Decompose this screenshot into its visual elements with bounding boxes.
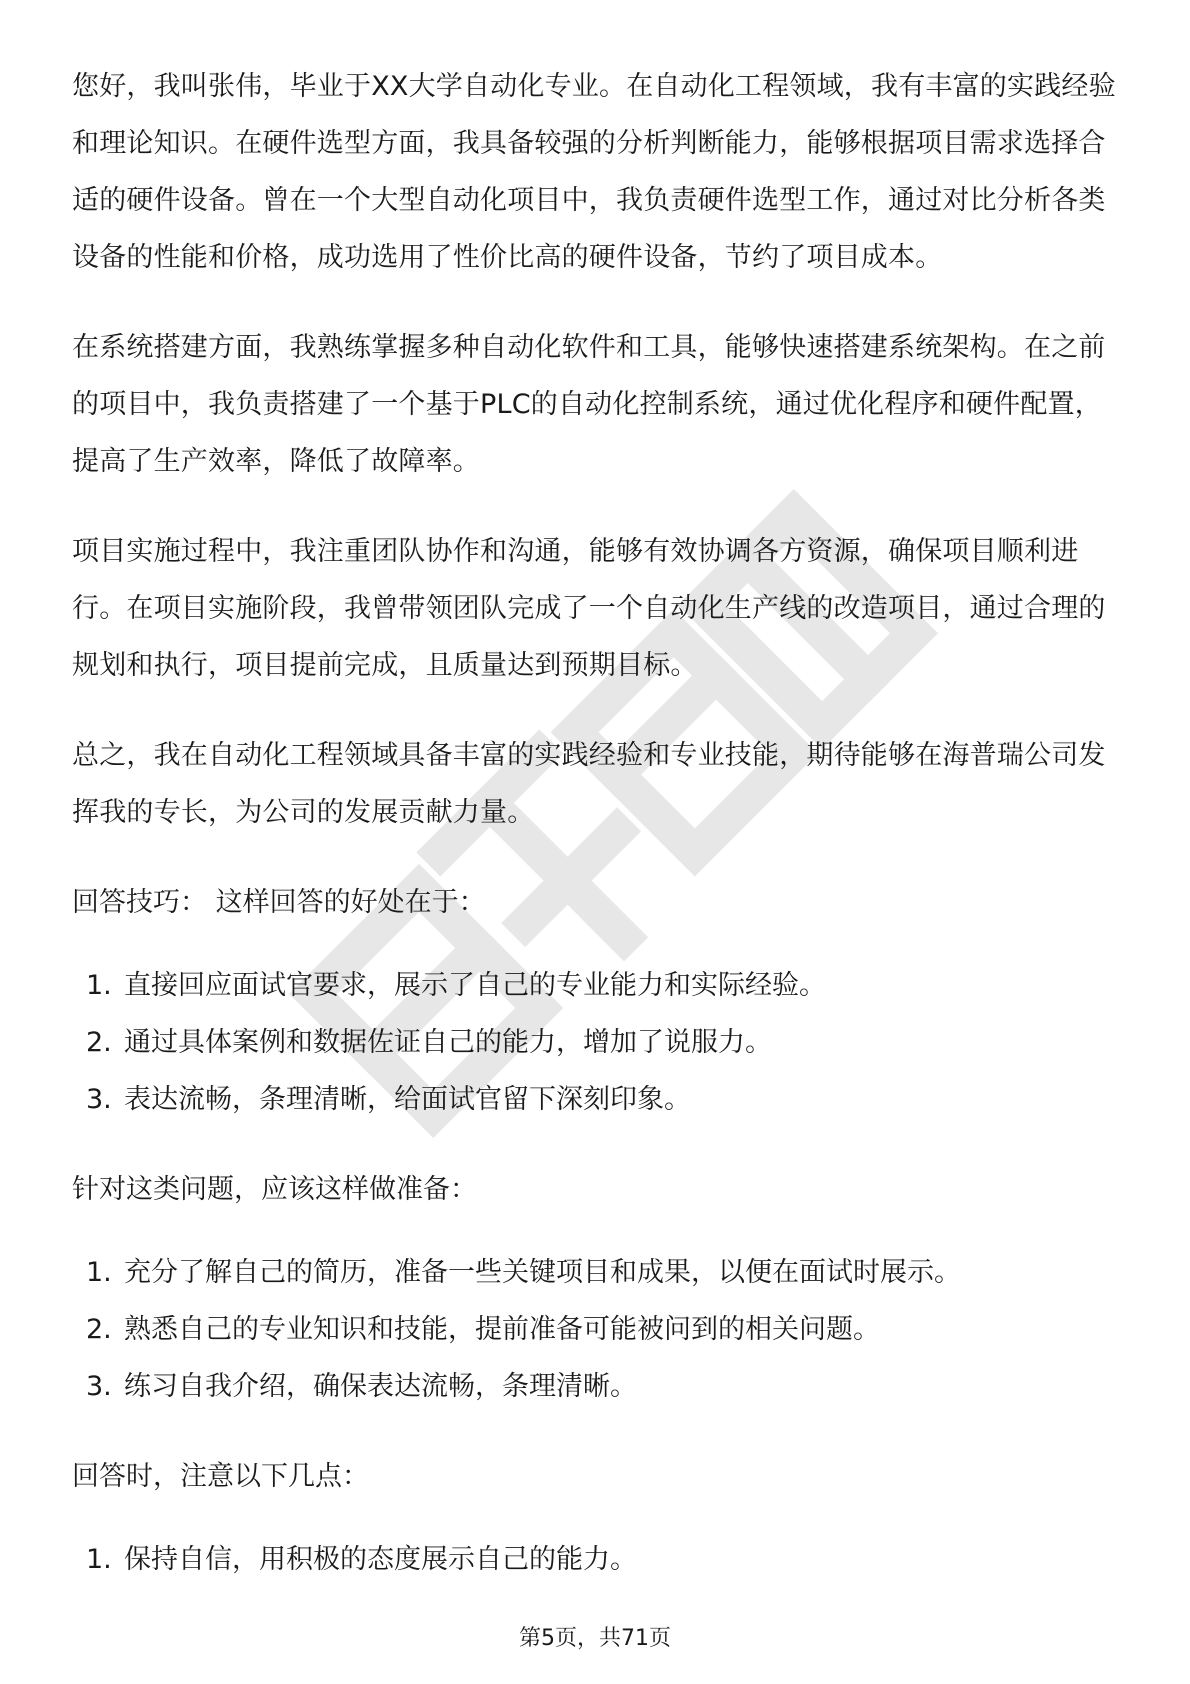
page-footer: 第5页，共71页 [519,1626,671,1651]
prep-list [72,1244,1127,1415]
list-item: 1. 保持自信，用积极的态度展示自己的能力。 [86,1544,637,1575]
list-item: 3. 表达流畅，条理清晰，给面试官留下深刻印象。 [86,1084,691,1115]
list-item: 2. 熟悉自己的专业知识和技能，提前准备可能被问到的相关问题。 [86,1314,880,1345]
document-page [72,58,1127,1588]
list-item: 2. 通过具体案例和数据佐证自己的能力，增加了说服力。 [86,1027,772,1058]
notes-heading: 回答时，注意以下几点： [72,1461,369,1492]
prep-heading: 针对这类问题，应该这样做准备： [72,1174,477,1205]
intro-paragraph: 您好，我叫张伟，毕业于XX大学自动化专业。在自动化工程领域，我有丰富的实践经验和理论知识。在硬件选型方面，我具备较强的分析判断能力，能够根据项目需求选择合适的硬件设备。曾在一个大型自动化项目中，我负责硬件选型工作，通过对比分析各类设备的性能和价格，成功选用了性价比高的硬件设备，节约了项目成本。 [72,71,1116,273]
list-item: 3. 练习自我介绍，确保表达流畅，条理清晰。 [86,1371,637,1402]
tips-list [72,957,1127,1128]
list-item: 1. 直接回应面试官要求，展示了自己的专业能力和实际经验。 [86,970,826,1001]
system-paragraph: 在系统搭建方面，我熟练掌握多种自动化软件和工具，能够快速搭建系统架构。在之前的项目中，我负责搭建了一个基于PLC的自动化控制系统，通过优化程序和硬件配置，提高了生产效率，降低了故障率。 [72,332,1106,477]
summary-paragraph: 总之，我在自动化工程领域具备丰富的实践经验和专业技能，期待能够在海普瑞公司发挥我的专长，为公司的发展贡献力量。 [72,740,1106,828]
project-paragraph: 项目实施过程中，我注重团队协作和沟通，能够有效协调各方资源，确保项目顺利进行。在项目实施阶段，我曾带领团队完成了一个自动化生产线的改造项目，通过合理的规划和执行，项目提前完成，且质量达到预期目标。 [72,536,1106,681]
list-item: 1. 充分了解自己的简历，准备一些关键项目和成果，以便在面试时展示。 [86,1257,961,1288]
notes-list [72,1531,1127,1588]
tips-heading: 回答技巧： 这样回答的好处在于： [72,887,486,918]
